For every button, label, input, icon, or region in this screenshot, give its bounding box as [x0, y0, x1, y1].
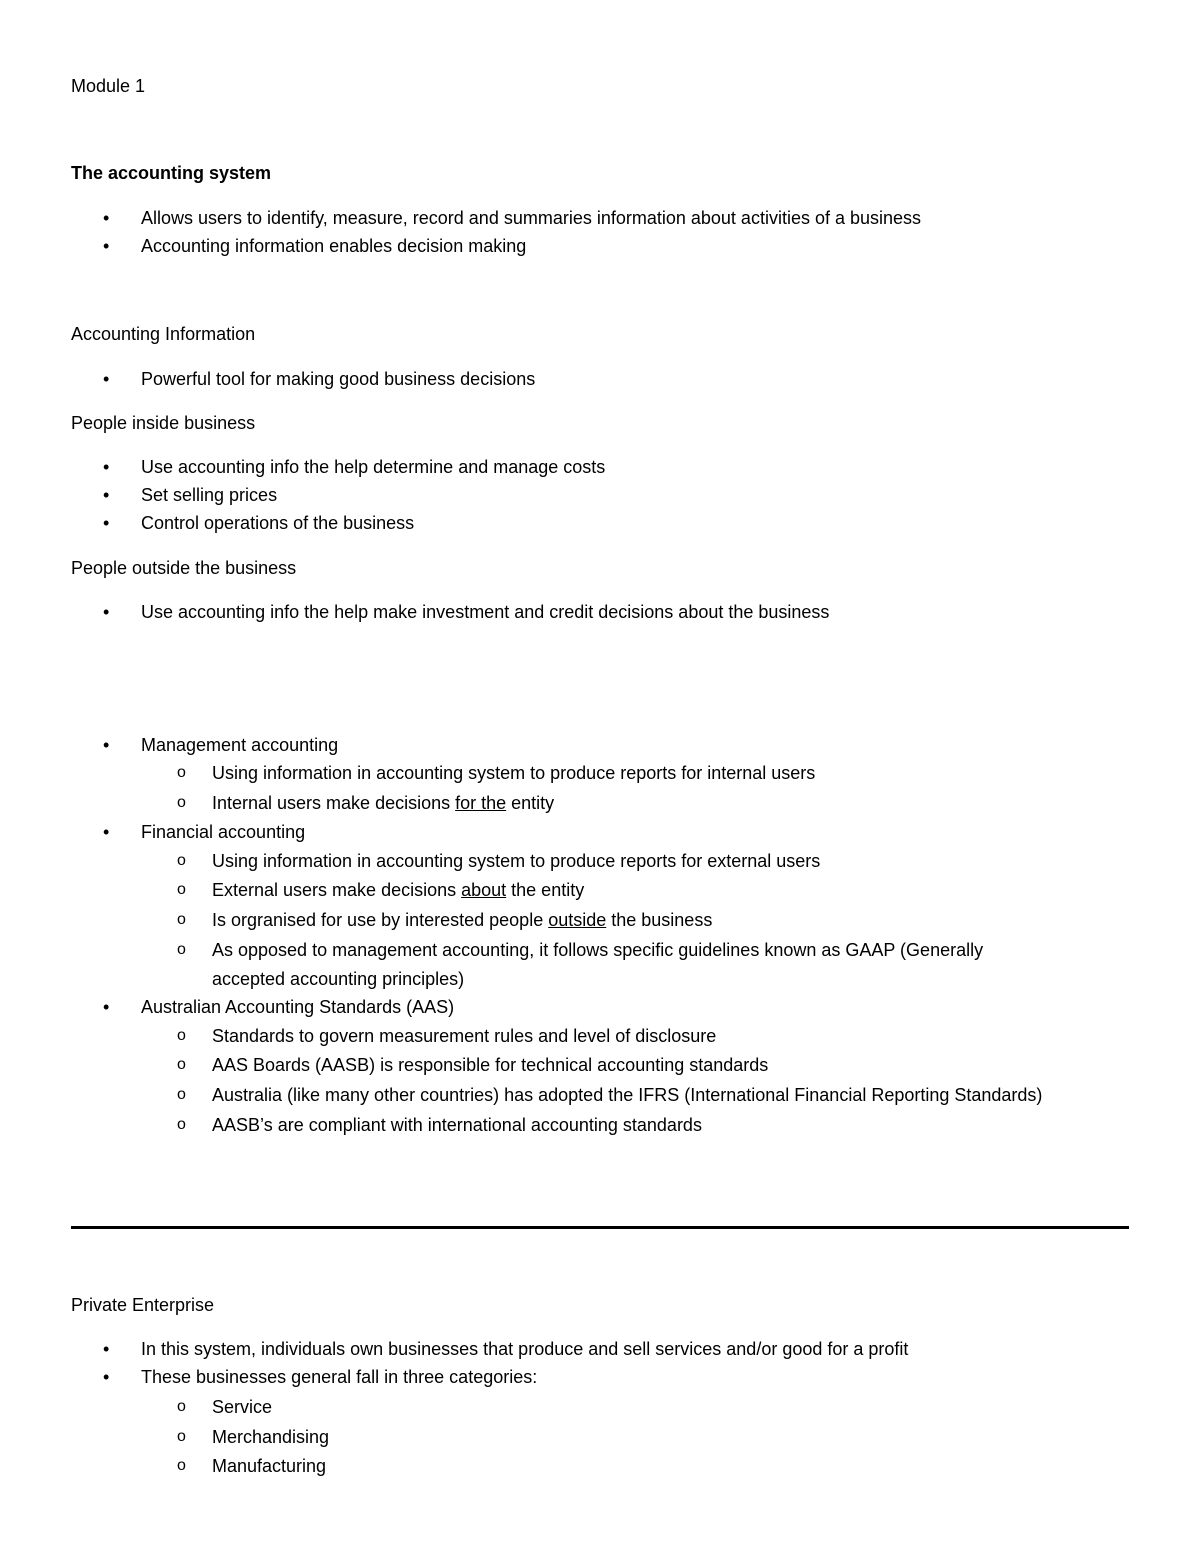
- heading-private-enterprise: Private Enterprise: [71, 1295, 215, 1315]
- sub-list-item: AASB’s are compliant with international accounting standards: [212, 1115, 702, 1135]
- sub-list-item: Service: [212, 1397, 273, 1417]
- list-item-management-accounting: Management accounting: [141, 735, 339, 755]
- bullet-icon: •: [103, 1367, 110, 1387]
- bullet-icon: •: [103, 822, 110, 842]
- sub-list-item: Standards to govern measurement rules and level of disclosure: [212, 1026, 717, 1046]
- list-item: In this system, individuals own businesses that produce and sell services and/or good for a profit: [141, 1339, 909, 1359]
- heading-people-outside: People outside the business: [71, 558, 297, 578]
- sub-bullet-icon: o: [177, 1398, 186, 1415]
- list-item: Set selling prices: [141, 485, 278, 505]
- sub-bullet-icon: o: [177, 852, 186, 869]
- bullet-icon: •: [103, 236, 110, 256]
- list-item-financial-accounting: Financial accounting: [141, 822, 306, 842]
- list-item: Powerful tool for making good business decisions: [141, 369, 536, 389]
- bullet-icon: •: [103, 1339, 110, 1359]
- sub-bullet-icon: o: [177, 764, 186, 781]
- underlined-text: about: [461, 880, 507, 900]
- list-item: Allows users to identify, measure, record and summaries information about activities of a business: [141, 208, 922, 228]
- list-item-aas: Australian Accounting Standards (AAS): [141, 997, 455, 1017]
- text-run: Internal users make decisions: [212, 793, 456, 813]
- sub-bullet-icon: o: [177, 881, 186, 898]
- module-title: Module 1: [71, 76, 146, 96]
- sub-bullet-icon: o: [177, 1457, 186, 1474]
- horizontal-divider: [71, 1226, 1129, 1229]
- text-run: the entity: [506, 880, 585, 900]
- heading-people-inside: People inside business: [71, 413, 256, 433]
- list-item: Control operations of the business: [141, 513, 415, 533]
- sub-list-item: As opposed to management accounting, it follows specific guidelines known as GAAP (Generally: [212, 940, 984, 960]
- text-run: entity: [506, 793, 555, 813]
- sub-bullet-icon: o: [177, 941, 186, 958]
- sub-bullet-icon: o: [177, 1056, 186, 1073]
- sub-list-item: Using information in accounting system to produce reports for internal users: [212, 763, 816, 783]
- text-run: the business: [606, 910, 713, 930]
- sub-bullet-icon: o: [177, 1116, 186, 1133]
- bullet-icon: •: [103, 997, 110, 1017]
- text-run: Is orgranised for use by interested people: [212, 910, 549, 930]
- bullet-icon: •: [103, 208, 110, 228]
- list-item: Use accounting info the help determine and manage costs: [141, 457, 606, 477]
- sub-bullet-icon: o: [177, 794, 186, 811]
- sub-bullet-icon: o: [177, 1027, 186, 1044]
- sub-list-item: Manufacturing: [212, 1456, 327, 1476]
- sub-list-item: Merchandising: [212, 1427, 330, 1447]
- bullet-icon: •: [103, 485, 110, 505]
- sub-list-item: [212, 792, 554, 814]
- bullet-icon: •: [103, 457, 110, 477]
- sub-list-item: [212, 879, 584, 901]
- heading-accounting-information: Accounting Information: [71, 324, 256, 344]
- sub-list-item: AAS Boards (AASB) is responsible for technical accounting standards: [212, 1055, 769, 1075]
- sub-list-item: Using information in accounting system to produce reports for external users: [212, 851, 821, 871]
- list-item: These businesses general fall in three categories:: [141, 1367, 538, 1387]
- underlined-text: outside: [548, 910, 607, 930]
- sub-bullet-icon: o: [177, 911, 186, 928]
- text-run: External users make decisions: [212, 880, 462, 900]
- sub-bullet-icon: o: [177, 1086, 186, 1103]
- underlined-text: for the: [455, 793, 507, 813]
- sub-list-item-continued: accepted accounting principles): [212, 969, 465, 989]
- list-item: Accounting information enables decision making: [141, 236, 527, 256]
- sub-list-item: Australia (like many other countries) has adopted the IFRS (International Financial Reporting Standards): [212, 1085, 1043, 1105]
- bullet-icon: •: [103, 735, 110, 755]
- heading-accounting-system: The accounting system: [71, 163, 272, 183]
- sub-bullet-icon: o: [177, 1428, 186, 1445]
- list-item: Use accounting info the help make investment and credit decisions about the business: [141, 602, 830, 622]
- bullet-icon: •: [103, 602, 110, 622]
- bullet-icon: •: [103, 369, 110, 389]
- bullet-icon: •: [103, 513, 110, 533]
- sub-list-item: [212, 909, 712, 931]
